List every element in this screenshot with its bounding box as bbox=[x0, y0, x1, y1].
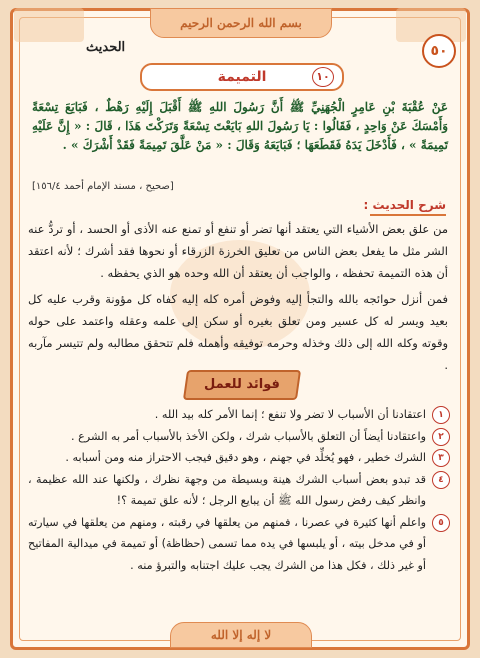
benefit-text: واعلم أنها كثيرة في عصرنا ، فمنهم من يعلقها في رقبته ، ومنهم من يعلقها في سيارته أو في مدخل بيته ، أو يلبسها في يده مما تسمى (حظاظة) أو تميمة في ميدالية المفاتيح أو غير ذلك ، فكل هذا من الشرك يجب عليك اجتنابه والتبرؤ منه . bbox=[28, 515, 426, 572]
book-ornament-left-icon bbox=[14, 8, 84, 42]
benefit-text: الشرك خطير ، فهو يُخلِّد في جهنم ، وهو دقيق فيجب الاحتراز منه ومن أسبابه . bbox=[65, 451, 426, 464]
benefit-number: ٣ bbox=[432, 449, 450, 467]
title-number: ١٠ bbox=[312, 67, 334, 87]
heading-underline bbox=[370, 214, 446, 216]
sharh-body bbox=[28, 218, 448, 380]
benefit-item bbox=[28, 469, 450, 512]
benefit-text: واعتقادنا أيضاً أن التعلق بالأسباب شرك ، ولكن الأخذ بالأسباب أمر به الشرع . bbox=[71, 429, 426, 443]
hadith-source: [صحيح ، مسند الإمام أحمد ١٥٦/٤] bbox=[32, 181, 174, 192]
top-banner: بسم الله الرحمن الرحيم bbox=[150, 8, 332, 38]
benefit-text: قد تبدو بعض أسباب الشرك هينة وبسيطة من وجهة نظرك ، ولكنها عند الله عظيمة ، وانظر كيف رفض رسول الله ﷺ أن يبايع الرجل ؛ لأنه علق تميمة ؟! bbox=[28, 472, 426, 507]
benefits-heading-box bbox=[183, 370, 301, 400]
benefit-number: ٤ bbox=[432, 471, 450, 489]
benefits-list bbox=[28, 404, 450, 576]
hadith-text: عَنْ عُقْبَةَ بْنِ عَامِرٍ الْجُهَنِيِّ ﷺ أَنَّ رَسُولَ اللهِ ﷺ أَقْبَلَ إِلَيْهِ رَهْطٌ ، فَبَايَعَ تِسْعَةً وَأَمْسَكَ عَنْ وَاحِدٍ ، فَقَالُوا : يَا رَسُولَ اللهِ بَايَعْتَ تِسْعَةً وَتَرَكْتَ هَذَا ، قَالَ : « إِنَّ عَلَيْهِ تَمِيمَةً » ، فَأَدْخَلَ يَدَهُ فَقَطَعَهَا ؛ فَبَايَعَهُ وَقَالَ : « مَنْ عَلَّقَ تَمِيمَةً فَقَدْ أَشْرَكَ » . bbox=[32, 100, 448, 152]
sharh-paragraph: فمن أنزل حوائجه بالله والتجأ إليه وفوض أمره كله إليه كفاه كل مؤونة وقرب عليه كل بعيد ويسر له كل عسير ومن تعلق بغيره أو سكن إلى علمه وعقله واعتمد على حوله وقوته وكله الله إلى ذلك وخذله وحرمه توفيقه وأهمله فلم تتحقق مطالبه ولم تتيسر مآربه . bbox=[28, 292, 448, 372]
bottom-banner: لا إله إلا الله bbox=[170, 622, 312, 648]
benefits-heading: فوائد للعمل bbox=[204, 377, 280, 392]
benefit-item bbox=[28, 404, 450, 426]
benefit-number: ١ bbox=[432, 406, 450, 424]
title-box bbox=[140, 63, 344, 91]
benefit-number: ٢ bbox=[432, 428, 450, 446]
sharh-heading: شرح الحديث : bbox=[363, 198, 446, 212]
benefit-text: اعتقادنا أن الأسباب لا تضر ولا تنفع ؛ إنما الأمر كله بيد الله . bbox=[154, 408, 426, 421]
benefit-item bbox=[28, 447, 450, 469]
sharh-paragraph: من علق بعض الأشياء التي يعتقد أنها تضر أو تنفع أو تمنع عنه الأذى أو الحسد ، أو تردُّ عنه الشر مثل ما يفعل بعض الناس من تعليق الخرزة الزرقاء أو نحوها فقد أشرك ؛ لأنه اعتقد أن هذه التميمة تحفظه ، والواجب أن يعتقد أن الله وحده هو الذي يحفظه . bbox=[28, 222, 448, 280]
section-label: الحديث bbox=[86, 40, 126, 55]
page-title: التميمة bbox=[217, 69, 267, 85]
benefit-item bbox=[28, 512, 450, 577]
benefit-item bbox=[28, 426, 450, 448]
page-number: ٥٠ bbox=[422, 34, 456, 68]
benefit-number: ٥ bbox=[432, 514, 450, 532]
